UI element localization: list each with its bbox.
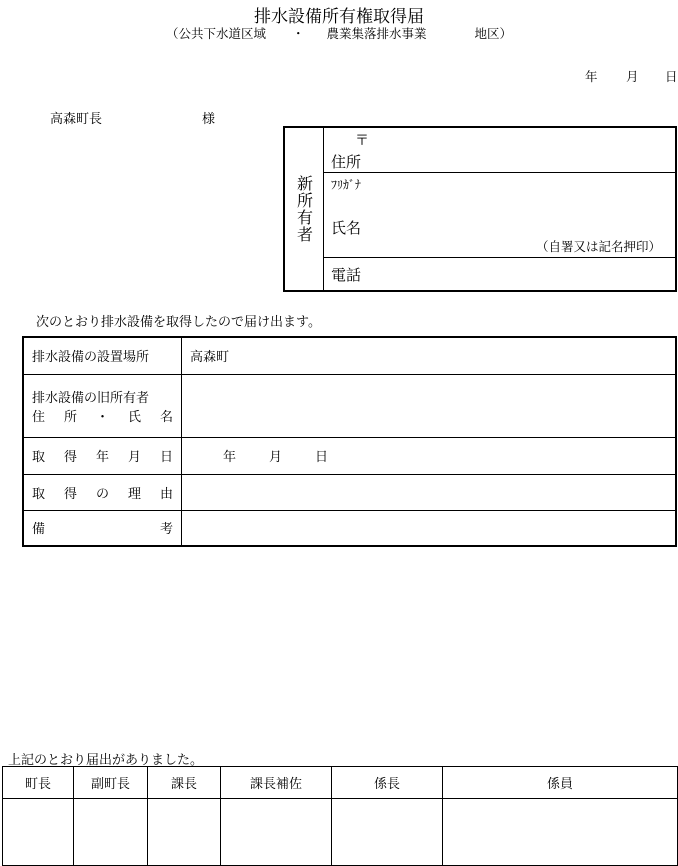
subtitle-mid: 農業集落排水事業	[326, 26, 427, 41]
subtitle-close: 地区）	[474, 26, 512, 41]
addressee-name: 高森町長	[50, 112, 103, 127]
previous-owner-label	[23, 374, 182, 437]
acquire-year: 年	[223, 450, 237, 465]
table-row-previous-owner	[23, 374, 676, 437]
name-label: 氏名	[331, 219, 362, 237]
table-row-reason	[23, 474, 676, 510]
applicant-box	[283, 126, 677, 292]
remarks-value-cell[interactable]	[182, 510, 677, 546]
acquire-month: 月	[269, 450, 283, 465]
approval-col-assistant-chief: 課長補佐	[221, 767, 332, 799]
table-row-remarks	[23, 510, 676, 546]
approval-col-deputy-mayor: 副町長	[74, 767, 148, 799]
new-owner-label: 新所有者	[294, 175, 314, 243]
approval-header-row	[3, 767, 678, 799]
approval-col-subsection-chief: 係長	[332, 767, 443, 799]
approval-table	[2, 766, 678, 866]
phone-label: 電話	[331, 266, 362, 284]
previous-owner-value-cell[interactable]	[182, 374, 677, 437]
approval-col-section-chief: 課長	[148, 767, 221, 799]
acquire-day: 日	[315, 450, 329, 465]
stamp-cell-section-chief[interactable]	[148, 799, 221, 866]
location-value: 高森町	[190, 350, 230, 366]
location-value-cell[interactable]	[182, 337, 677, 374]
stamp-cell-deputy-mayor[interactable]	[74, 799, 148, 866]
address-row[interactable]	[323, 128, 675, 173]
remarks-label: 備 考	[23, 510, 182, 546]
name-row[interactable]	[323, 173, 675, 258]
addressee	[50, 108, 216, 127]
main-table	[22, 336, 677, 547]
table-row-location	[23, 337, 676, 374]
approval-col-mayor: 町長	[3, 767, 74, 799]
previous-owner-label-line2: 住 所 ・ 氏 名	[32, 409, 173, 425]
approval-col-staff: 係員	[443, 767, 678, 799]
document-title: 排水設備所有権取得届	[254, 7, 424, 27]
previous-owner-label-line1: 排水設備の旧所有者	[32, 390, 150, 406]
stamp-cell-mayor[interactable]	[3, 799, 74, 866]
phone-row[interactable]	[323, 258, 675, 290]
subtitle-dot: ・	[292, 26, 305, 41]
new-owner-label-cell	[285, 128, 324, 290]
footnote: 上記のとおり届出がありました。	[8, 753, 204, 768]
intro-text: 次のとおり排水設備を取得したので届け出ます。	[36, 315, 321, 330]
location-label: 排水設備の設置場所	[23, 337, 182, 374]
stamp-cell-staff[interactable]	[443, 799, 678, 866]
document-subtitle	[0, 24, 678, 42]
stamp-cell-assistant-chief[interactable]	[221, 799, 332, 866]
acquire-date-value-cell[interactable]	[182, 437, 677, 474]
postal-mark: 〒	[355, 133, 369, 149]
address-label: 住所	[331, 153, 362, 171]
addressee-honorific: 様	[202, 112, 216, 127]
stamp-cell-subsection-chief[interactable]	[332, 799, 443, 866]
signature-note: （自署又は記名押印）	[535, 239, 661, 254]
subtitle-open: （公共下水道区域	[166, 26, 267, 41]
furigana-label: ﾌﾘｶﾞﾅ	[331, 178, 362, 192]
acquire-date-label: 取 得 年 月 日	[23, 437, 182, 474]
reason-value-cell[interactable]	[182, 474, 677, 510]
date-year: 年	[585, 69, 598, 84]
date-day: 日	[665, 69, 678, 84]
date-month: 月	[626, 69, 639, 84]
table-row-acquire-date	[23, 437, 676, 474]
approval-stamp-row	[3, 799, 678, 866]
reason-label: 取 得 の 理 由	[23, 474, 182, 510]
